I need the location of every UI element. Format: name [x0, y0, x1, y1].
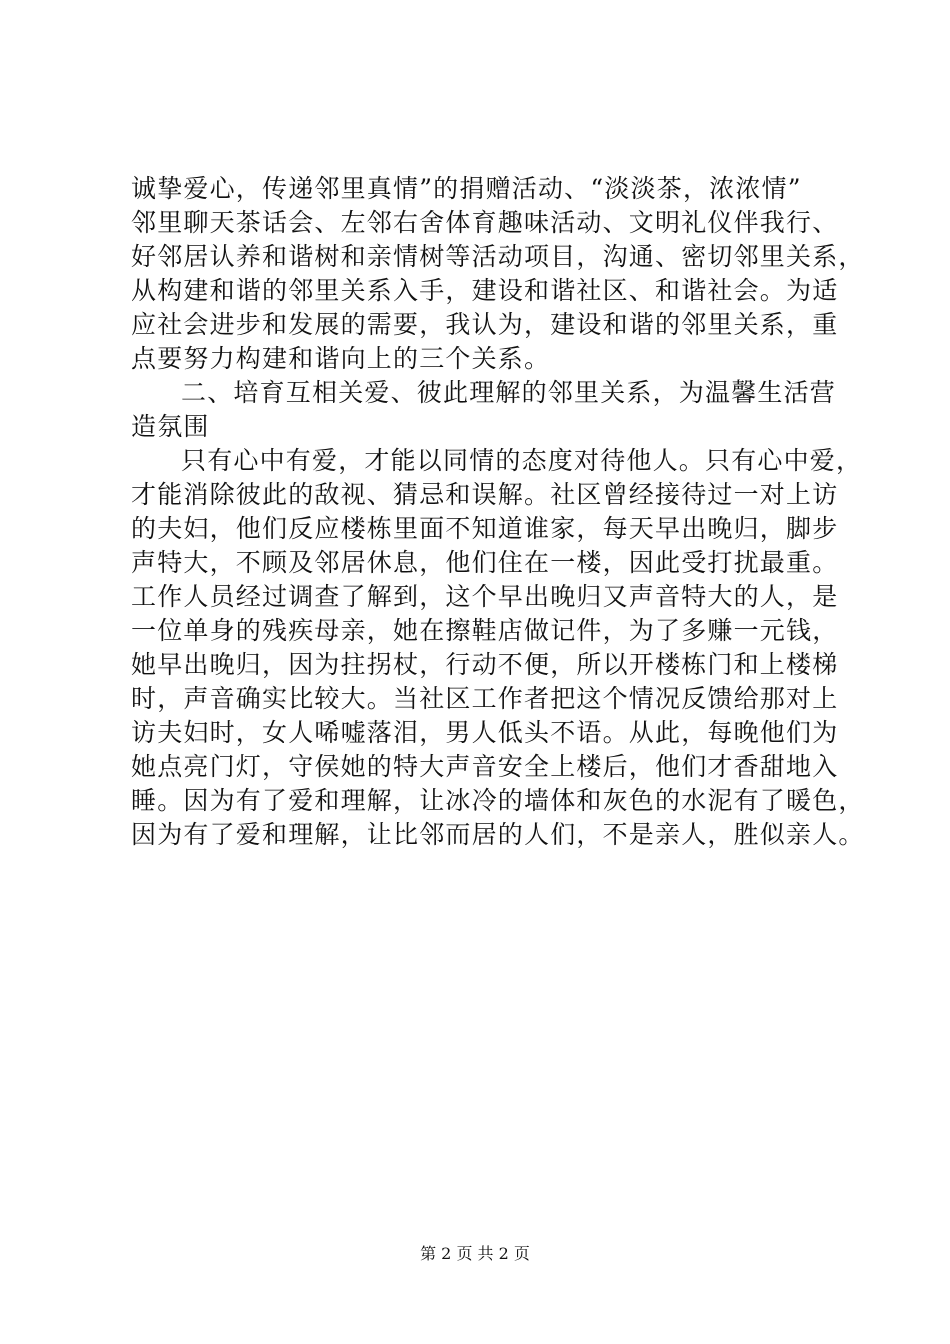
- text-line: 邻里聊天茶话会、左邻右舍体育趣味活动、文明礼仪伴我行、: [131, 208, 839, 237]
- document-body: [131, 172, 865, 852]
- text-line: 因为有了爱和理解，让比邻而居的人们，不是亲人，胜似亲人。: [131, 820, 865, 849]
- text-line: 她点亮门灯，守侯她的特大声音安全上楼后，他们才香甜地入: [131, 752, 839, 781]
- text-line: 二、培育互相关爱、彼此理解的邻里关系，为温馨生活营: [181, 378, 837, 407]
- page-footer: 第 2 页 共 2 页: [420, 1244, 530, 1263]
- text-line: 睡。因为有了爱和理解，让冰冷的墙体和灰色的水泥有了暖色，: [131, 786, 865, 815]
- text-line: 的夫妇，他们反应楼栋里面不知道谁家，每天早出晚归，脚步: [131, 514, 839, 543]
- text-line: 才能消除彼此的敌视、猜忌和误解。社区曾经接待过一对上访: [131, 480, 839, 509]
- text-line: 声特大，不顾及邻居休息，他们住在一楼，因此受打扰最重。: [131, 548, 839, 577]
- text-line: 她早出晚归，因为拄拐杖，行动不便，所以开楼栋门和上楼梯: [131, 650, 839, 679]
- text-line: 造氛围: [131, 412, 210, 441]
- text-line: 只有心中有爱，才能以同情的态度对待他人。只有心中爱，: [181, 446, 863, 475]
- text-line: 应社会进步和发展的需要，我认为，建设和谐的邻里关系，重: [131, 310, 839, 339]
- text-line: 诚挚爱心，传递邻里真情”的捐赠活动、“淡淡茶，浓浓情”: [131, 174, 802, 203]
- text-line: 好邻居认养和谐树和亲情树等活动项目，沟通、密切邻里关系，: [131, 242, 865, 271]
- text-line: 点要努力构建和谐向上的三个关系。: [131, 344, 551, 373]
- text-line: 一位单身的残疾母亲，她在擦鞋店做记件，为了多赚一元钱，: [131, 616, 839, 645]
- text-line: 从构建和谐的邻里关系入手，建设和谐社区、和谐社会。为适: [131, 276, 839, 305]
- text-line: 访夫妇时，女人唏嘘落泪，男人低头不语。从此，每晚他们为: [131, 718, 839, 747]
- text-line: 工作人员经过调查了解到，这个早出晚归又声音特大的人，是: [131, 582, 839, 611]
- text-line: 时，声音确实比较大。当社区工作者把这个情况反馈给那对上: [131, 684, 839, 713]
